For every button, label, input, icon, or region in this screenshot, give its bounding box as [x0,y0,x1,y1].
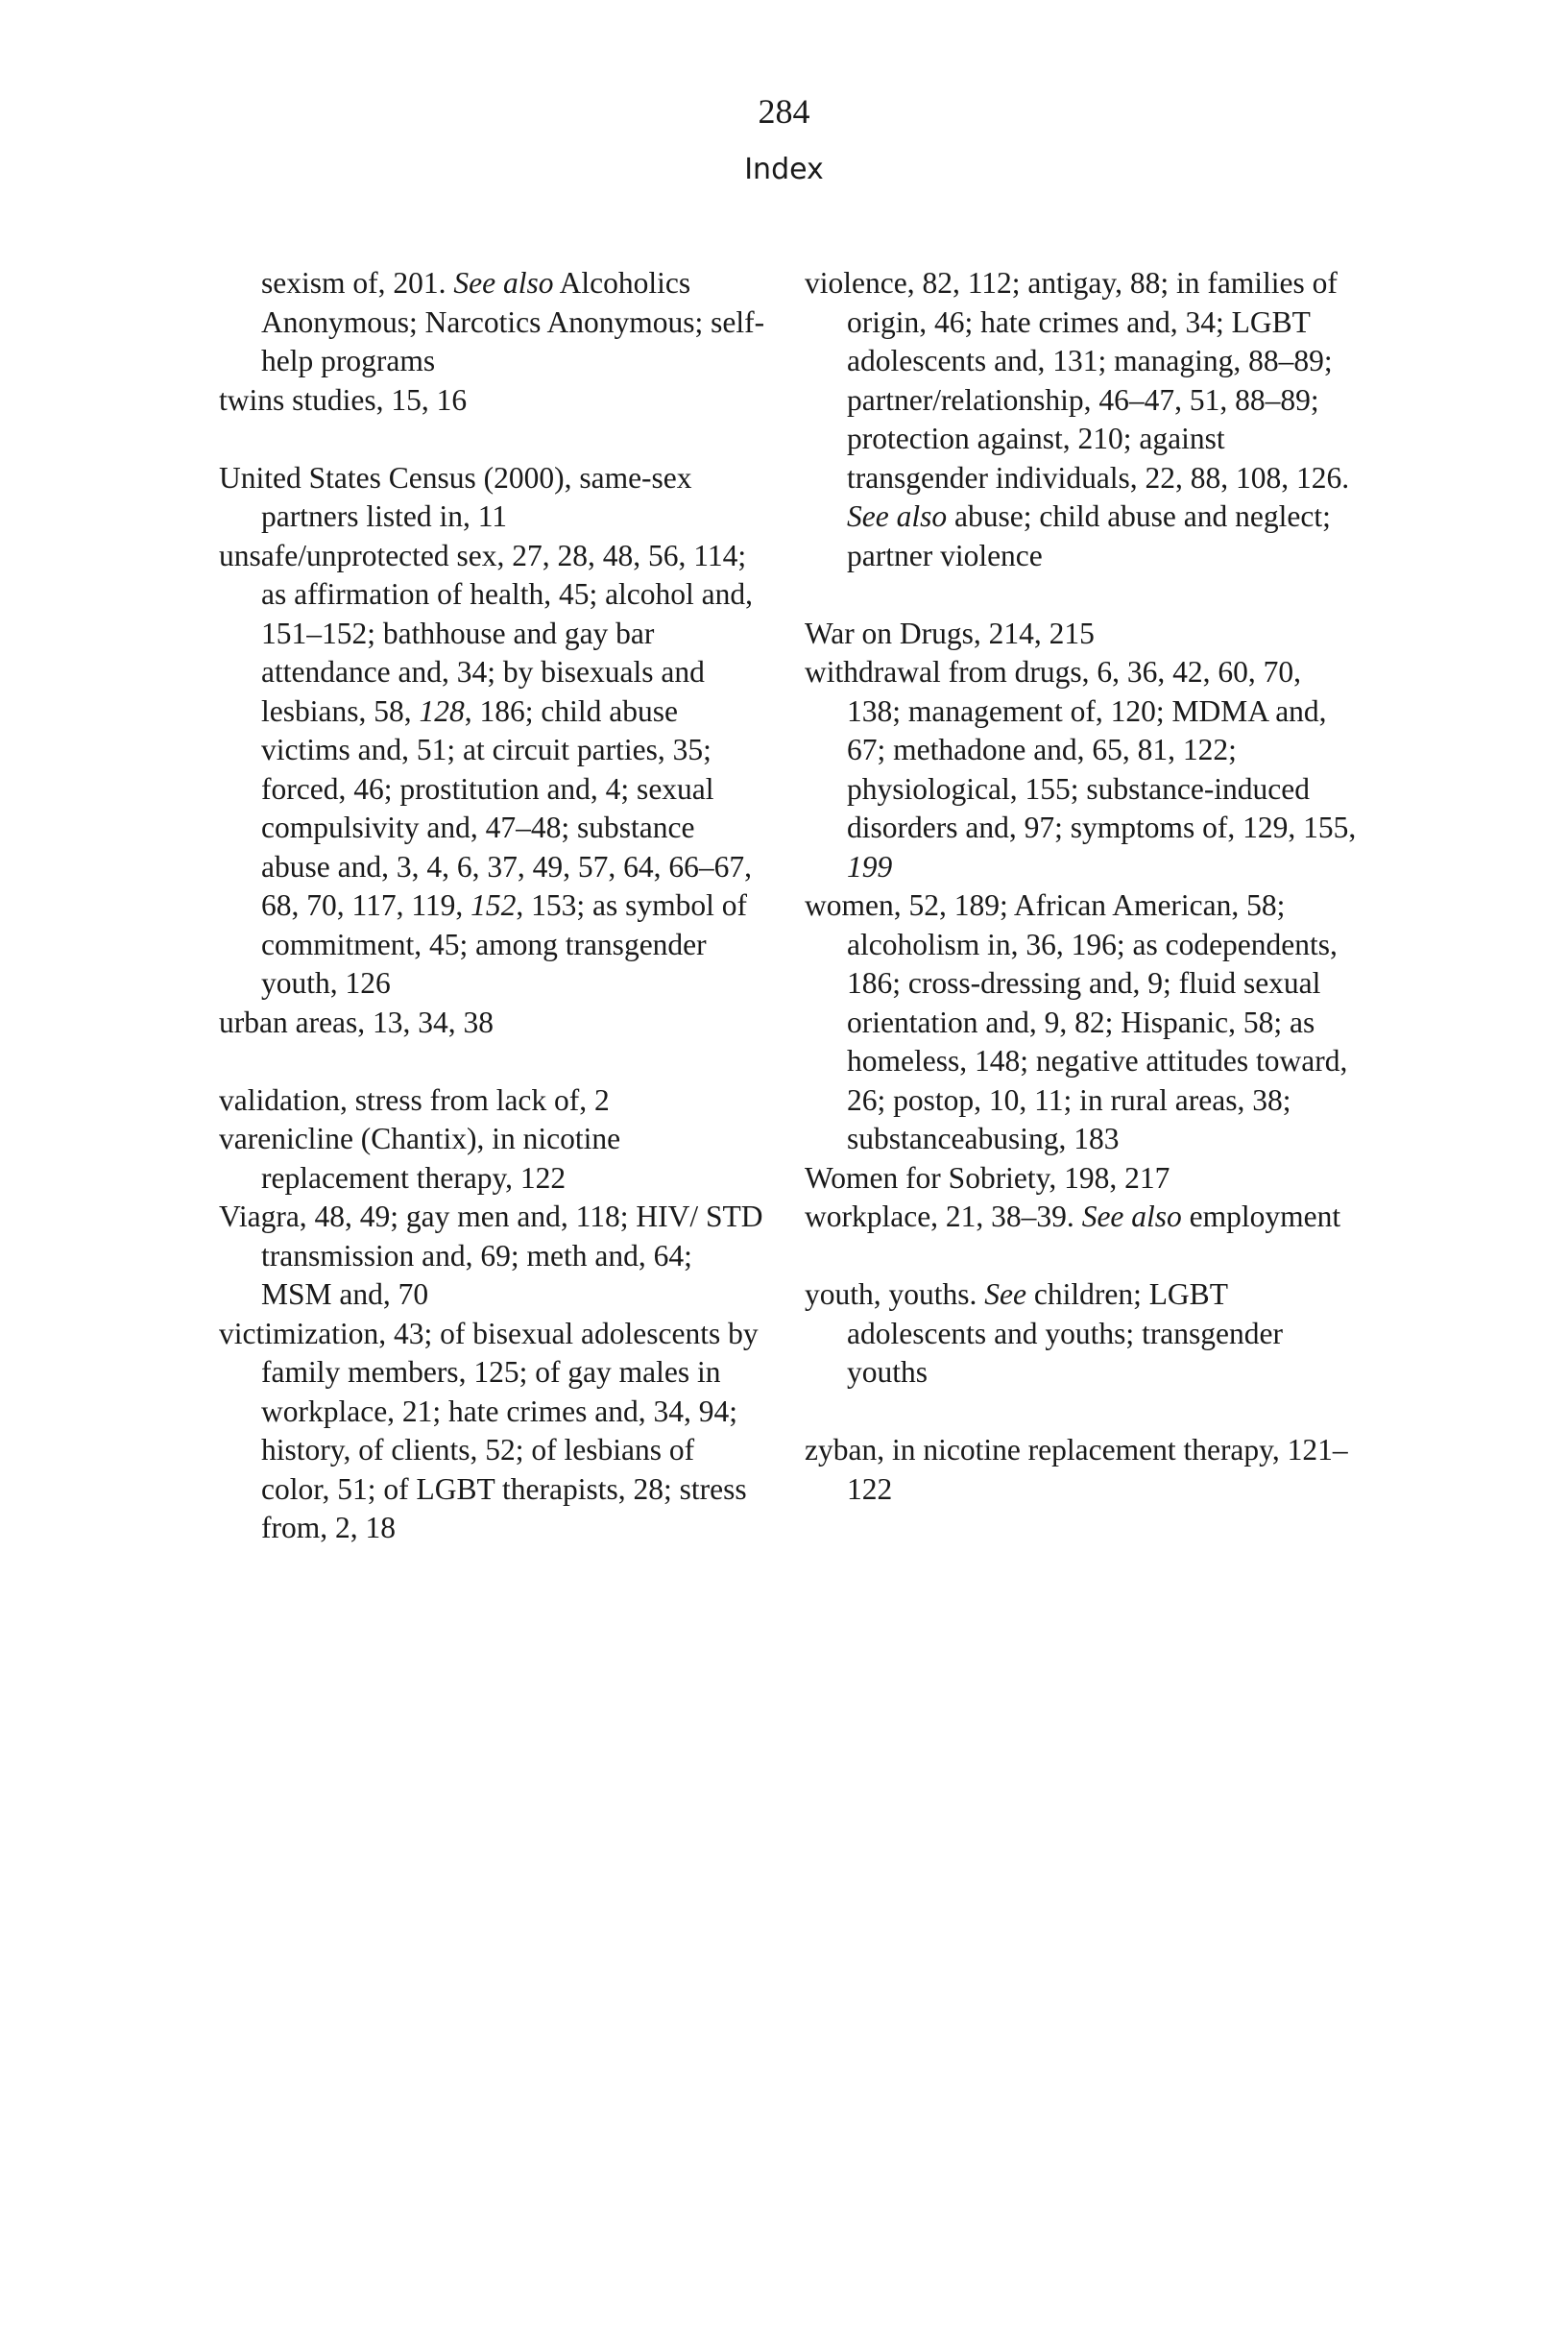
index-entry-women: women, 52, 189; African American, 58; alcoholism in, 36, 196; as codependents, 186; cross-dressing and, 9; fluid sexual orientation and, 9, 82; Hispanic, 58; as homeless, 148; negative attitudes toward, 26; postop, 10, 11; in rural areas, 38; substanceabusing, 183 [805,888,1348,1155]
entry-text: employment [1181,1200,1341,1233]
index-entry-urban-areas: urban areas, 13, 34, 38 [219,1005,495,1039]
entry-text: youth, youths. [805,1277,985,1311]
entry-text: sexism of, 201. [261,266,454,300]
index-entry-violence [805,264,1362,575]
index-entry-sexism-continued [219,264,766,381]
index-entry-war-on-drugs: War on Drugs, 214, 215 [805,616,1095,650]
running-head: Index [744,153,824,186]
entry-text: , 186; child abuse victims and, 51; at circuit parties, 35; forced, 46; prostitution and, 4; sexual compulsivity and, 47–48; substance abuse and, 3, 4, 6, 37, 49, 57, 64, 66–67, 68, 70, 117, 119, [261,693,752,922]
index-column-left [219,264,766,1548]
letter-group-gap [805,1393,1362,1432]
index-entry-youth [805,1275,1362,1393]
index-column-right [805,264,1362,1509]
letter-group-gap [219,1042,766,1081]
index-entry-women-for-sobriety: Women for Sobriety, 198, 217 [805,1160,1170,1195]
see-also-reference: See also [453,266,554,300]
letter-group-gap [805,575,1362,615]
italic-page-ref: 152 [470,888,517,922]
see-also-reference: See also [1081,1200,1182,1233]
index-entry-victimization: victimization, 43; of bisexual adolescents by family members, 125; of gay males in workplace, 21; hate crimes and, 34, 94; history, of clients, 52; of lesbians of color, 51; of LGBT therapists, 28; stress from, 2, 18 [219,1316,759,1544]
index-entry-zyban: zyban, in nicotine replacement therapy, 121–122 [805,1433,1348,1506]
entry-text: abuse; child abuse and neglect; partner violence [847,499,1331,572]
entry-text: violence, 82, 112; antigay, 88; in families of origin, 46; hate crimes and, 34; LGBT adolescents and, 131; managing, 88–89; partner/relationship, 46–47, 51, 88–89; protection against, 210; against transgender individuals, 22, 88, 108, 126. [805,266,1350,495]
entry-text: Alcoholics Anonymous; Narcotics Anonymous; self-help programs [261,266,765,377]
index-entry-unsafe-sex [219,537,766,1004]
entry-text: workplace, 21, 38–39. [805,1200,1082,1233]
see-also-reference: See also [847,499,948,533]
index-entry-twins-studies: twins studies, 15, 16 [219,382,468,417]
index-entry-workplace [805,1198,1362,1237]
index-entry-viagra: Viagra, 48, 49; gay men and, 118; HIV/ STD transmission and, 69; meth and, 64; MSM and, 70 [219,1200,763,1311]
index-entry-validation: validation, stress from lack of, 2 [219,1082,610,1117]
see-reference: See [984,1277,1026,1311]
index-entry-varenicline: varenicline (Chantix), in nicotine replacement therapy, 122 [219,1122,621,1195]
entry-text: children; LGBT adolescents and youths; transgender youths [847,1277,1283,1389]
index-entry-united-states-census: United States Census (2000), same-sex partners listed in, 11 [219,460,692,533]
entry-text: unsafe/unprotected sex, 27, 28, 48, 56, 114; as affirmation of health, 45; alcohol and, 151–152; bathhouse and gay bar attendance and, 34; by bisexuals and lesbians, 58, [219,538,754,728]
letter-group-gap [805,1237,1362,1276]
entry-text: withdrawal from drugs, 6, 36, 42, 60, 70, 138; management of, 120; MDMA and, 67; methadone and, 65, 81, 122; physiological, 155; substance-induced disorders and, 97; symptoms of, 129, 155, [805,655,1357,844]
index-entry-withdrawal [805,653,1362,886]
page-number: 284 [758,92,810,131]
italic-page-ref: 128 [419,693,465,728]
letter-group-gap [219,420,766,459]
italic-page-ref: 199 [847,849,893,884]
entry-text: , 153; as symbol of commitment, 45; among transgender youth, 126 [261,888,748,1000]
